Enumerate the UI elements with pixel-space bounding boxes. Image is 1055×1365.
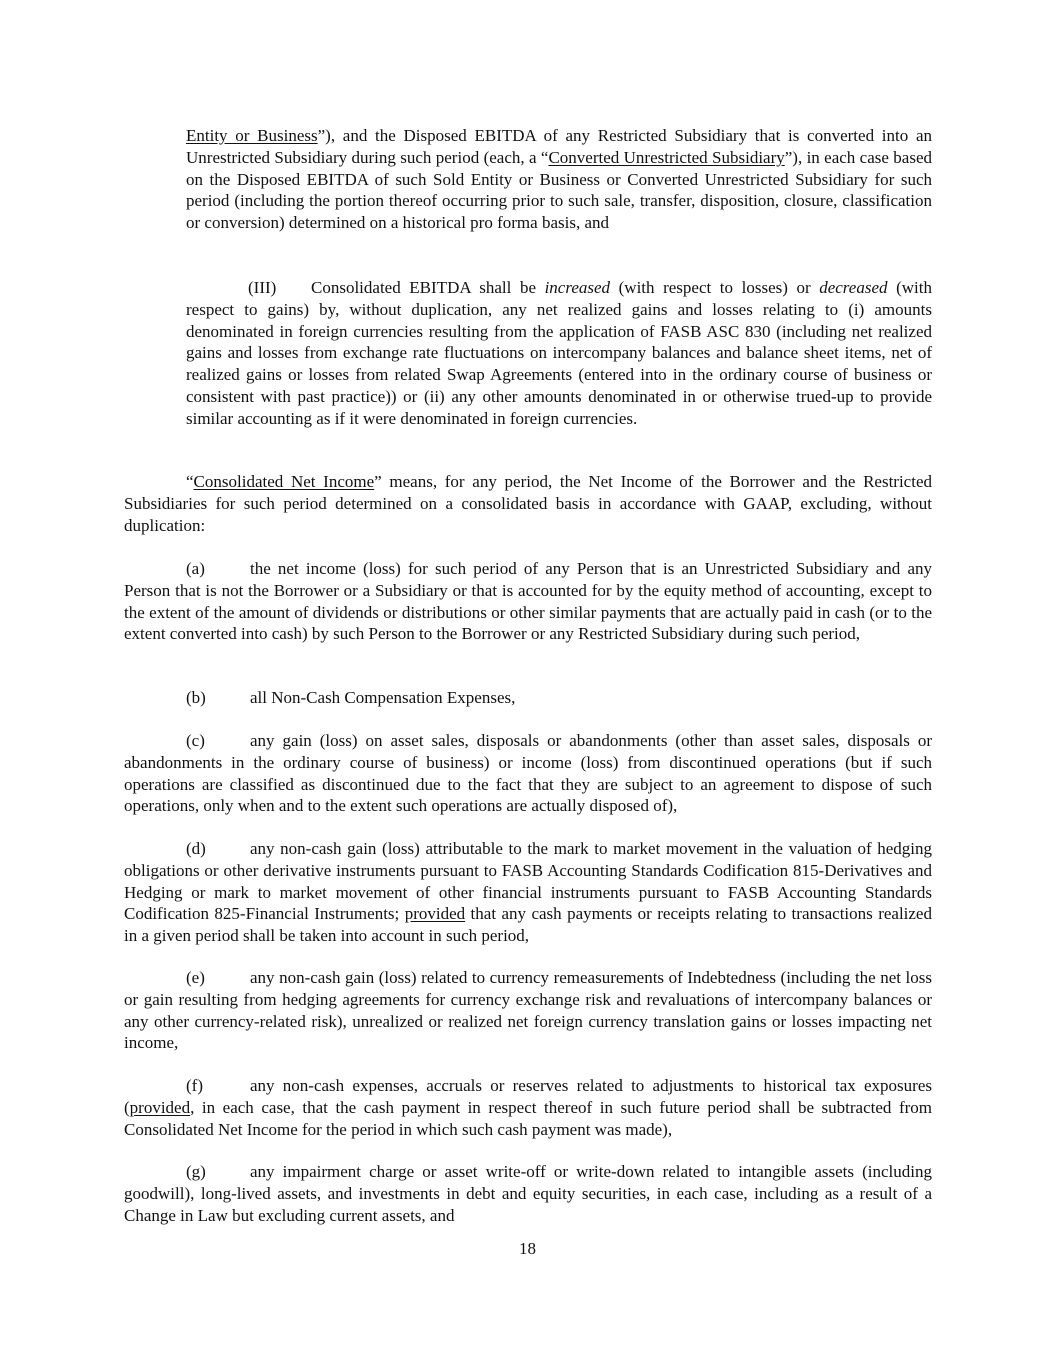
page-number: 18 [519,1239,536,1258]
paragraph-consolidated-net-income: “Consolidated Net Income” means, for any period, the Net Income of the Borrower and the Restricted Subsidiaries for such period determined on a consolidated basis in accordance with GAAP, excluding, without duplication: [124,472,932,535]
item-label-c: (c) [186,731,205,750]
term-provided: provided [129,1097,191,1117]
term-consolidated-net-income: Consolidated Net Income [193,472,375,491]
item-label-e: (e) [186,968,205,987]
term-sold-entity-or-business: Entity or Business [186,126,318,145]
clause-label-iii: (III) [248,278,277,297]
paragraph-continuation: Entity or Business”), and the Disposed EBITDA of any Restricted Subsidiary that is converted into an Unrestricted Subsidiary during such period (each, a “Converted Unrestricted Subsidiary”), in each case based on the Disposed EBITDA of such Sold Entity or Business or Converted Unrestricted Subsidiary for such period (including the portion thereof occurring prior to such sale, transfer, disposition, closure, classification or conversion) determined on a historical pro forma basis, and [186,126,933,233]
item-label-d: (d) [186,839,206,858]
item-label-b: (b) [186,688,206,707]
item-label-a: (a) [186,559,205,578]
term-provided: provided [404,904,466,924]
item-label-f: (f) [186,1076,203,1095]
term-converted-unrestricted-subsidiary: Converted Unrestricted Subsidiary [548,147,785,167]
item-e: (e) any non-cash gain (loss) related to currency remeasurements of Indebtedness (including the net loss or gain resulting from hedging agreements for currency exchange risk and revaluations of intercompany balances or any other currency-related risk), unrealized or realized net foreign currency translation gains or losses impacting net income, [124,968,932,1053]
paragraph-iii: (III) Consolidated EBITDA shall be increased (with respect to losses) or decreased (with respect to gains) by, without duplication, any net realized gains and losses relating to (i) amounts denominated in foreign currencies resulting from the application of FASB ASC 830 (including net realized gains and losses from exchange rate fluctuations on intercompany balances and balance sheet items, net of realized gains or losses from related Swap Agreements (entered into in the ordinary course of business or consistent with past practice)) or (ii) any other amounts denominated in or otherwise trued-up to provide similar accounting as if it were denominated in foreign currencies. [186,278,932,428]
item-c: (c) any gain (loss) on asset sales, disposals or abandonments (other than asset sales, disposals or abandonments in the ordinary course of business) or income (loss) from discontinued operations (but if such operations are classified as discontinued due to the fact that they are subject to an agreement to dispose of such operations, only when and to the extent such operations are actually disposed of), [124,731,932,816]
item-a: (a) the net income (loss) for such period of any Person that is an Unrestricted Subsidiary and any Person that is not the Borrower or a Subsidiary or that is accounted for by the equity method of accounting, except to the extent of the amount of dividends or distributions or other similar payments that are actually paid in cash (or to the extent converted into cash) by such Person to the Borrower or any Restricted Subsidiary during such period, [124,559,932,644]
item-d: (d) any non-cash gain (loss) attributable to the mark to market movement in the valuation of hedging obligations or other derivative instruments pursuant to FASB Accounting Standards Codification 815-Derivatives and Hedging or mark to market movement of other financial instruments pursuant to FASB Accounting Standards Codification 825-Financial Instruments; provided that any cash payments or receipts relating to transactions realized in a given period shall be taken into account in such period, [124,839,932,946]
item-g: (g) any impairment charge or asset write-off or write-down related to intangible assets (including goodwill), long-lived assets, and investments in debt and equity securities, in each case, including as a result of a Change in Law but excluding current assets, and [124,1162,932,1225]
item-f: (f) any non-cash expenses, accruals or reserves related to adjustments to historical tax exposures (provided, in each case, that the cash payment in respect thereof in such future period shall be subtracted from Consolidated Net Income for the period in which such cash payment was made), [124,1076,932,1139]
item-b: (b) all Non-Cash Compensation Expenses, [186,688,516,707]
item-label-g: (g) [186,1162,206,1181]
